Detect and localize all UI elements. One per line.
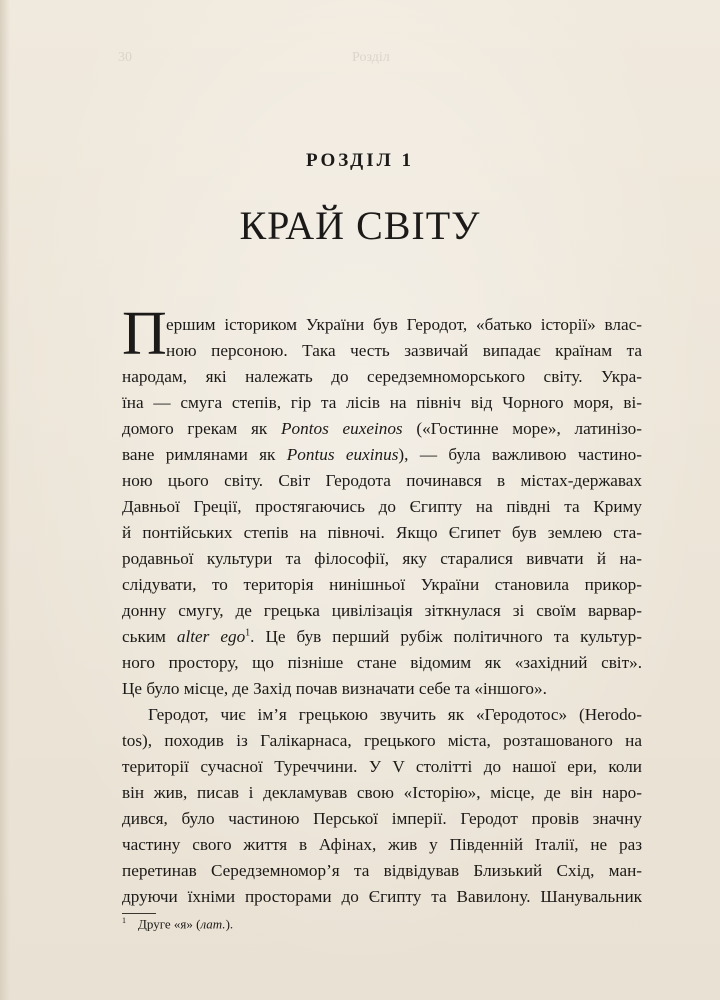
text-line: він жив, писав і декламував свою «Історію», місце, де він наро- bbox=[122, 783, 642, 802]
footnote-text: Друге «я» ( bbox=[138, 916, 201, 932]
text-line bbox=[122, 442, 642, 468]
footnote-mark: 1 bbox=[122, 916, 126, 925]
text-line: частину свого життя в Афінах, жив у Південній Італії, не раз bbox=[122, 835, 642, 854]
chapter-title: КРАЙ СВІТУ bbox=[239, 203, 481, 248]
footnote-ref: 1 bbox=[245, 627, 251, 639]
text-line: донну смугу, де грецька цивілізація зіткнулася зі своїм варвар- bbox=[122, 601, 642, 620]
text-line: й понтійських степів на півночі. Якщо Єгипет був землею ста- bbox=[122, 523, 642, 542]
text-line bbox=[122, 416, 642, 442]
text-line: народам, які належать до середземноморського світу. Укра- bbox=[122, 367, 642, 386]
drop-cap: П bbox=[122, 300, 167, 368]
text-line: слідувати, то територія нинішньої України становила прикор- bbox=[122, 575, 642, 594]
faded-running-head: Розділ bbox=[352, 50, 390, 65]
text-line: ною персоною. Така честь зазвичай випадає країнам та bbox=[166, 341, 642, 360]
footnote-rule bbox=[122, 913, 156, 914]
text-line: ершим істориком України був Геродот, «батько історії» влас- bbox=[166, 315, 642, 334]
text-line: території сучасної Туреччини. У V столітті до нашої ери, коли bbox=[122, 757, 642, 776]
text-line: перетинав Середземномор’я та відвідував Близький Схід, ман- bbox=[122, 861, 642, 880]
text-line: ного простору, що пізніше стане відомим як «західний світ». bbox=[122, 653, 642, 672]
text-line: їна — смуга степів, гір та лісів на північ від Чорного моря, ві- bbox=[122, 393, 642, 412]
text-run: ським bbox=[122, 627, 177, 646]
text-line: ною цього світу. Світ Геродота починався в містах-державах bbox=[122, 471, 642, 490]
italic-term: alter ego bbox=[176, 627, 246, 646]
text-line: дився, було частиною Перської імперії. Геродот провів значну bbox=[122, 809, 642, 828]
footnote bbox=[122, 916, 233, 932]
text-run: домого грекам як bbox=[122, 419, 282, 438]
text-run: («Гостинне море», латинізо- bbox=[402, 419, 642, 438]
text-line: друючи їхніми просторами до Єгипту та Вавилону. Шанувальник bbox=[122, 887, 642, 906]
body-text bbox=[122, 312, 642, 910]
text-run: ване римлянами як bbox=[122, 445, 287, 464]
footnote-abbrev: лат. bbox=[200, 916, 226, 932]
text-line: Давньої Греції, простягаючись до Єгипту на півдні та Криму bbox=[122, 497, 642, 516]
faded-page-number: 30 bbox=[118, 50, 132, 65]
text-line: tos), походив із Галікарнаса, грецького міста, розташованого на bbox=[122, 731, 642, 750]
italic-term: Pontus euxinus bbox=[286, 445, 399, 464]
text-run: ), — була важливою частино- bbox=[398, 445, 642, 464]
text-line: Геродот, чиє ім’я грецькою звучить як «Геродотос» (Herodo- bbox=[148, 705, 642, 724]
footnote-text-end: ). bbox=[225, 916, 234, 932]
chapter-label: РОЗДІЛ 1 bbox=[305, 150, 414, 171]
text-line: Це було місце, де Захід почав визначати себе та «іншого». bbox=[122, 679, 547, 698]
italic-term: Pontos euxeinos bbox=[281, 419, 403, 438]
text-line bbox=[122, 624, 642, 650]
text-run: . Це був перший рубіж політичного та культур- bbox=[250, 627, 642, 646]
text-line: родавньої культури та філософії, яку старалися вивчати й на- bbox=[122, 549, 642, 568]
